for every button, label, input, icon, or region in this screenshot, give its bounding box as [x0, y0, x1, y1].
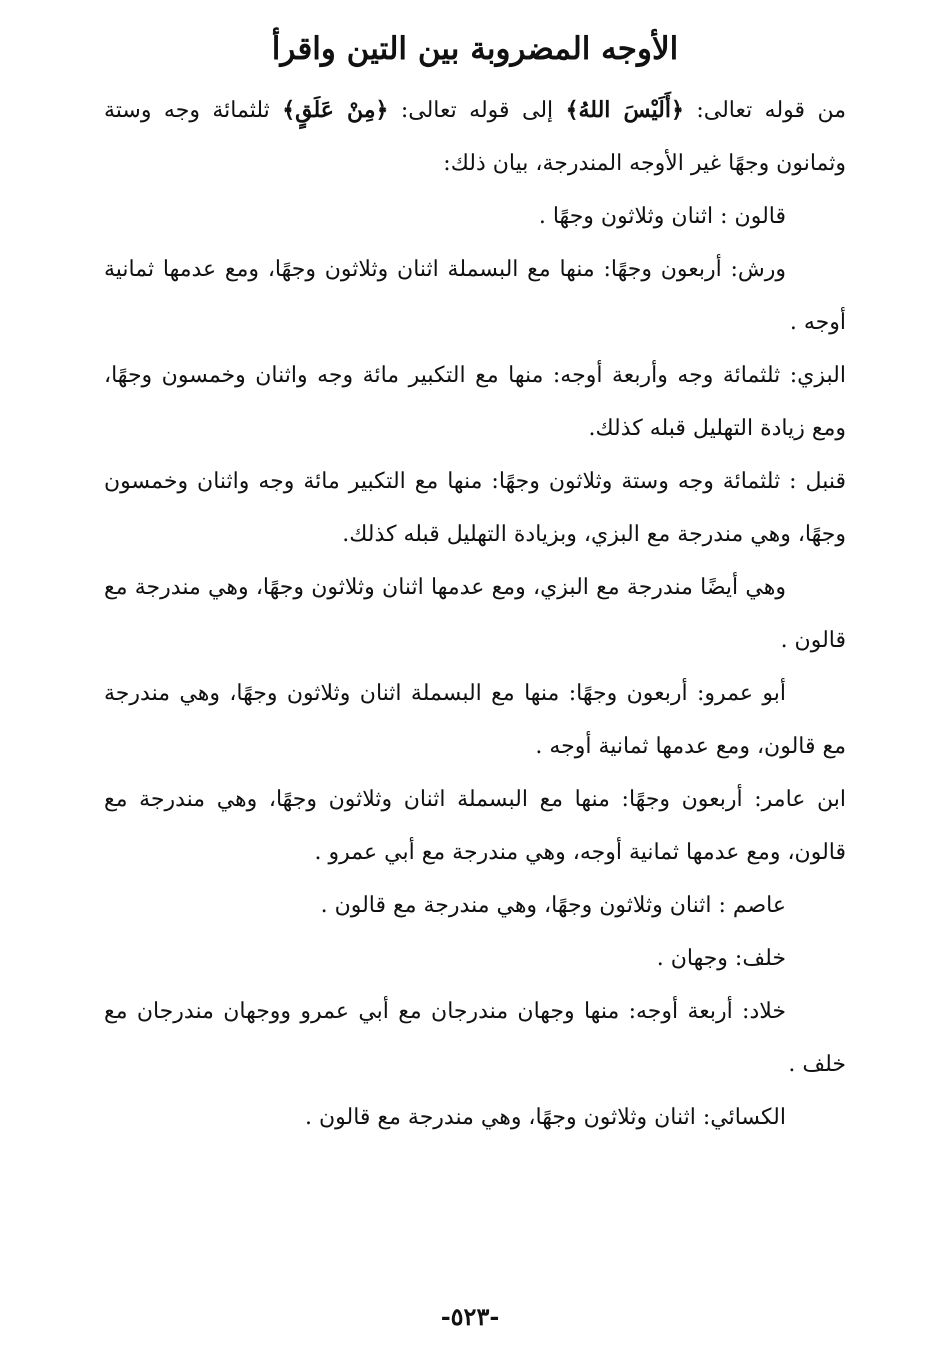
document-page	[104, 22, 846, 1342]
intro-prefix: من قوله تعالى:	[683, 98, 846, 123]
page-title: الأوجه المضروبة بين التين واقرأ	[271, 31, 679, 67]
page-number: -٥٢٣-	[440, 1302, 500, 1331]
paragraph-khalaf: خلف: وجهان .	[656, 946, 786, 971]
quran-verse-end: ﴿مِنْ عَلَقٍ﴾	[282, 97, 389, 123]
paragraph-ibn-amir: ابن عامر: أربعون وجهًا: منها مع البسملة اثنان وثلاثون وجهًا، وهي مندرجة مع قالون، ومع عدمها ثمانية أوجه، وهي مندرجة مع أبي عمرو .	[104, 787, 846, 865]
quran-verse-start: ﴿أَلَيْسَ اللهُ﴾	[565, 97, 684, 123]
paragraph-bazzi: البزي: ثلثمائة وجه وأربعة أوجه: منها مع التكبير مائة وجه واثنان وخمسون وجهًا، ومع زيادة التهليل قبله كذلك.	[104, 363, 846, 441]
paragraph-qalun: قالون : اثنان وثلاثون وجهًا .	[538, 204, 786, 229]
paragraph-qunbul-continued: وهي أيضًا مندرجة مع البزي، ومع عدمها اثنان وثلاثون وجهًا، وهي مندرجة مع قالون .	[104, 575, 846, 653]
paragraph-qunbul: قنبل : ثلثمائة وجه وستة وثلاثون وجهًا: منها مع التكبير مائة وجه واثنان وخمسون وجهًا، وهي مندرجة مع البزي، وبزيادة التهليل قبله كذلك.	[104, 469, 846, 547]
document-body	[104, 84, 846, 1144]
paragraph-khallad: خلاد: أربعة أوجه: منها وجهان مندرجان مع أبي عمرو ووجهان مندرجان مع خلف .	[104, 999, 846, 1077]
paragraph-abu-amr: أبو عمرو: أربعون وجهًا: منها مع البسملة اثنان وثلاثون وجهًا، وهي مندرجة مع قالون، ومع عدمها ثمانية أوجه .	[104, 681, 846, 759]
intro-suffix: ثلثمائة وجه وستة وثمانون وجهًا غير الأوجه المندرجة، بيان ذلك:	[104, 98, 846, 176]
intro-middle: إلى قوله تعالى:	[388, 98, 566, 123]
paragraph-asim: عاصم : اثنان وثلاثون وجهًا، وهي مندرجة مع قالون .	[320, 893, 786, 918]
paragraph-warsh: ورش: أربعون وجهًا: منها مع البسملة اثنان وثلاثون وجهًا، ومع عدمها ثمانية أوجه .	[104, 257, 846, 335]
paragraph-kisai: الكسائي: اثنان وثلاثون وجهًا، وهي مندرجة مع قالون .	[304, 1105, 786, 1130]
intro-paragraph	[104, 84, 846, 190]
